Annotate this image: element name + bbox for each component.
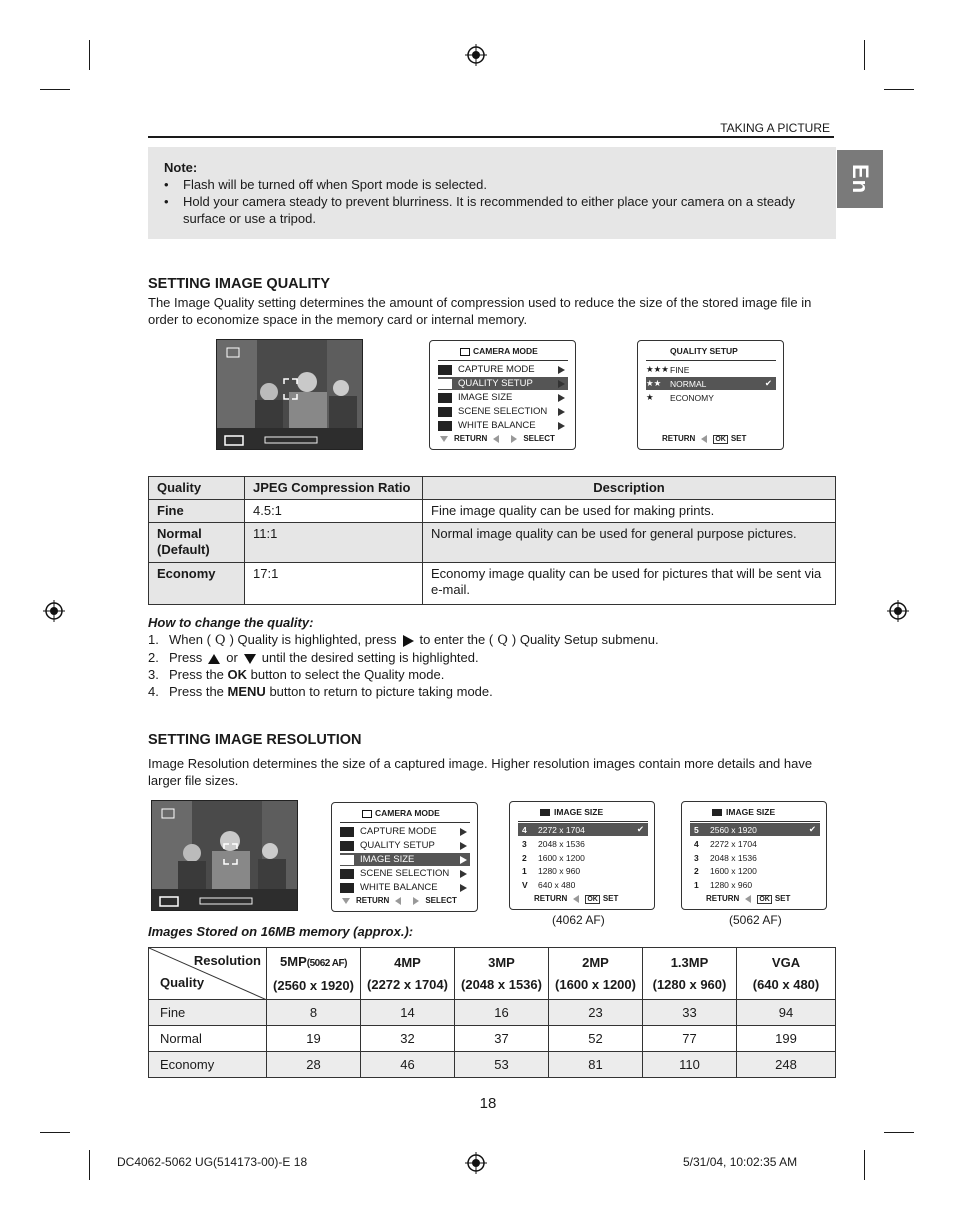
image-size-icon: IMAGE SIZE — [540, 807, 603, 817]
menu-item-quality-setup[interactable]: QUALITY SETUP — [438, 377, 568, 390]
menu-footer: RETURN OK SET — [534, 894, 619, 903]
howto-step: 1. When ( Q ) Quality is highlighted, press to enter the ( Q ) Quality Setup submenu. — [148, 632, 659, 648]
arrow-right-icon — [413, 897, 419, 905]
chevron-right-icon — [558, 380, 565, 388]
size-option[interactable]: 1 1280 x 960 — [694, 879, 753, 890]
crop-mark — [89, 40, 90, 70]
note-item: • Hold your camera steady to prevent blurriness. It is recommended to either place your camera on a steady surface or use a tripod. — [164, 194, 796, 226]
resolution-intro: Image Resolution determines the size of a captured image. Higher resolution images contain more details and have larger file sizes. — [148, 756, 813, 788]
col-header: 1.3MP (1280 x 960) — [643, 948, 737, 1000]
size-option[interactable]: 1 1280 x 960 — [522, 865, 581, 876]
menu-item-scene-selection[interactable]: SCENE SELECTION — [340, 867, 470, 880]
image-size-icon — [438, 393, 452, 403]
note-title: Note: — [164, 160, 198, 175]
camera-icon: CAMERA MODE — [460, 346, 538, 356]
table-header-row — [149, 948, 836, 1000]
white-balance-icon — [340, 883, 354, 893]
resolution-table — [148, 947, 836, 1078]
camera-mode-menu — [429, 340, 576, 450]
chevron-right-icon — [558, 394, 565, 402]
arrow-left-icon — [745, 895, 751, 903]
quality-table — [148, 476, 836, 605]
howto-title: How to change the quality: — [148, 615, 314, 630]
registration-mark-icon — [465, 44, 487, 66]
image-size-icon — [340, 855, 354, 865]
language-tab: En — [837, 150, 883, 208]
three-stars-icon: ★★★ — [646, 364, 669, 374]
quality-setup-menu — [637, 340, 784, 450]
arrow-down-icon — [440, 436, 448, 442]
menu-item-image-size[interactable]: IMAGE SIZE — [438, 391, 568, 404]
table-row: Normal (Default) 11:1 Normal image quality can be used for general purpose pictures. — [149, 523, 836, 563]
size-option[interactable]: 5 2560 x 1920 ✔ — [690, 823, 820, 836]
table-row: Normal 19 32 37 52 77 199 — [149, 1026, 836, 1052]
quality-heading: SETTING IMAGE QUALITY — [148, 276, 331, 292]
howto-step: 2. Press or until the desired setting is highlighted. — [148, 650, 479, 665]
size-option[interactable]: V 640 x 480 — [522, 879, 576, 890]
col-header: 3MP (2048 x 1536) — [455, 948, 549, 1000]
quality-option-normal[interactable]: ★★ NORMAL ✔ — [646, 377, 776, 390]
quality-icon: Q — [214, 633, 226, 648]
arrow-left-icon — [493, 435, 499, 443]
camera-mode-menu — [331, 802, 478, 912]
col-header: 2MP (1600 x 1200) — [549, 948, 643, 1000]
image-size-menu-4062 — [509, 801, 655, 910]
two-stars-icon: ★★ — [646, 378, 662, 388]
resolution-table-title: Images Stored on 16MB memory (approx.): — [148, 924, 414, 939]
footer-right: 5/31/04, 10:02:35 AM — [683, 1155, 798, 1169]
menu-footer: RETURN SELECT — [342, 896, 457, 905]
arrow-down-icon — [244, 654, 256, 664]
menu-footer: RETURN OK SET — [706, 894, 791, 903]
col-header: 5MP(5062 AF) (2560 x 1920) — [267, 948, 361, 1000]
crop-mark — [40, 89, 70, 90]
capture-mode-icon — [438, 365, 452, 375]
camera-preview-image — [216, 339, 363, 450]
chevron-right-icon — [460, 870, 467, 878]
chevron-right-icon — [460, 884, 467, 892]
menu-item-capture-mode[interactable]: CAPTURE MODE — [438, 363, 568, 376]
size-option[interactable]: 4 2272 x 1704 — [694, 838, 757, 849]
quality-intro: The Image Quality setting determines the amount of compression used to reduce the size of the stored image file in order to economize space in the memory card or internal memory. — [148, 295, 812, 327]
size-option[interactable]: 2 1600 x 1200 — [694, 865, 757, 876]
size-option[interactable]: 3 2048 x 1536 — [522, 838, 585, 849]
menu-item-white-balance[interactable]: WHITE BALANCE — [340, 881, 470, 894]
crop-mark — [864, 40, 865, 70]
quality-icon — [340, 841, 354, 851]
menu-item-white-balance[interactable]: WHITE BALANCE — [438, 419, 568, 432]
quality-option-fine[interactable]: ★★★ FINE — [646, 364, 690, 375]
note-box — [148, 147, 836, 239]
section-header: TAKING A PICTURE — [720, 121, 830, 135]
quality-menu-title: QUALITY SETUP — [670, 346, 738, 356]
menu-item-scene-selection[interactable]: SCENE SELECTION — [438, 405, 568, 418]
col-header: VGA (640 x 480) — [737, 948, 836, 1000]
checkmark-icon: ✔ — [764, 378, 772, 388]
size-option[interactable]: 4 2272 x 1704 ✔ — [518, 823, 648, 836]
image-size-menu-5062 — [681, 801, 827, 910]
checkmark-icon: ✔ — [808, 824, 816, 834]
caption-5062: (5062 AF) — [729, 913, 782, 927]
arrow-right-icon — [403, 635, 414, 647]
crop-mark — [864, 1150, 865, 1180]
registration-mark-icon — [43, 600, 65, 622]
image-size-icon: IMAGE SIZE — [712, 807, 775, 817]
howto-step: 4. Press the MENU button to return to picture taking mode. — [148, 684, 493, 699]
crop-mark — [89, 1150, 90, 1180]
chevron-right-icon — [558, 422, 565, 430]
quality-option-economy[interactable]: ★ ECONOMY — [646, 392, 714, 403]
capture-mode-icon — [340, 827, 354, 837]
menu-item-image-size[interactable]: IMAGE SIZE — [340, 853, 470, 866]
arrow-right-icon — [511, 435, 517, 443]
page-number: 18 — [479, 1095, 497, 1112]
menu-item-quality-setup[interactable]: QUALITY SETUP — [340, 839, 470, 852]
footer-left: DC4062-5062 UG(514173-00)-E 18 — [117, 1155, 308, 1169]
header-rule — [148, 136, 834, 138]
arrow-left-icon — [573, 895, 579, 903]
crop-mark — [884, 89, 914, 90]
one-star-icon: ★ — [646, 392, 654, 402]
col-header: 4MP (2272 x 1704) — [361, 948, 455, 1000]
table-row: Economy 17:1 Economy image quality can be used for pictures that will be sent via e-mail. — [149, 563, 836, 605]
menu-footer: RETURN SELECT — [440, 434, 555, 443]
crop-mark — [40, 1132, 70, 1133]
menu-item-capture-mode[interactable]: CAPTURE MODE — [340, 825, 470, 838]
size-option[interactable]: 3 2048 x 1536 — [694, 852, 757, 863]
resolution-heading: SETTING IMAGE RESOLUTION — [148, 732, 362, 748]
caption-4062: (4062 AF) — [552, 913, 605, 927]
scene-icon — [438, 407, 452, 417]
table-row: Economy 28 46 53 81 110 248 — [149, 1052, 836, 1078]
checkmark-icon: ✔ — [636, 824, 644, 834]
chevron-right-icon — [558, 408, 565, 416]
camera-preview-image — [151, 800, 298, 911]
size-option[interactable]: 2 1600 x 1200 — [522, 852, 585, 863]
quality-icon: Q — [497, 633, 508, 648]
arrow-left-icon — [395, 897, 401, 905]
scene-icon — [340, 869, 354, 879]
crop-mark — [884, 1132, 914, 1133]
registration-mark-icon — [887, 600, 909, 622]
corner-cell: Resolution Quality — [149, 948, 267, 1000]
arrow-up-icon — [208, 654, 220, 664]
howto-step: 3. Press the OK button to select the Quality mode. — [148, 667, 445, 682]
table-header-row: Quality JPEG Compression Ratio Description — [149, 477, 836, 500]
white-balance-icon — [438, 421, 452, 431]
camera-icon: CAMERA MODE — [362, 808, 440, 818]
chevron-right-icon — [460, 842, 467, 850]
table-row: Fine 8 14 16 23 33 94 — [149, 1000, 836, 1026]
chevron-right-icon — [558, 366, 565, 374]
howto-section — [148, 614, 659, 700]
registration-mark-icon — [465, 1152, 487, 1174]
menu-footer: RETURN OK SET — [662, 434, 747, 443]
arrow-down-icon — [342, 898, 350, 904]
note-item: • Flash will be turned off when Sport mode is selected. — [164, 177, 487, 192]
arrow-left-icon — [701, 435, 707, 443]
quality-icon — [438, 379, 452, 389]
table-row: Fine 4.5:1 Fine image quality can be used for making prints. — [149, 500, 836, 523]
chevron-right-icon — [460, 856, 467, 864]
chevron-right-icon — [460, 828, 467, 836]
